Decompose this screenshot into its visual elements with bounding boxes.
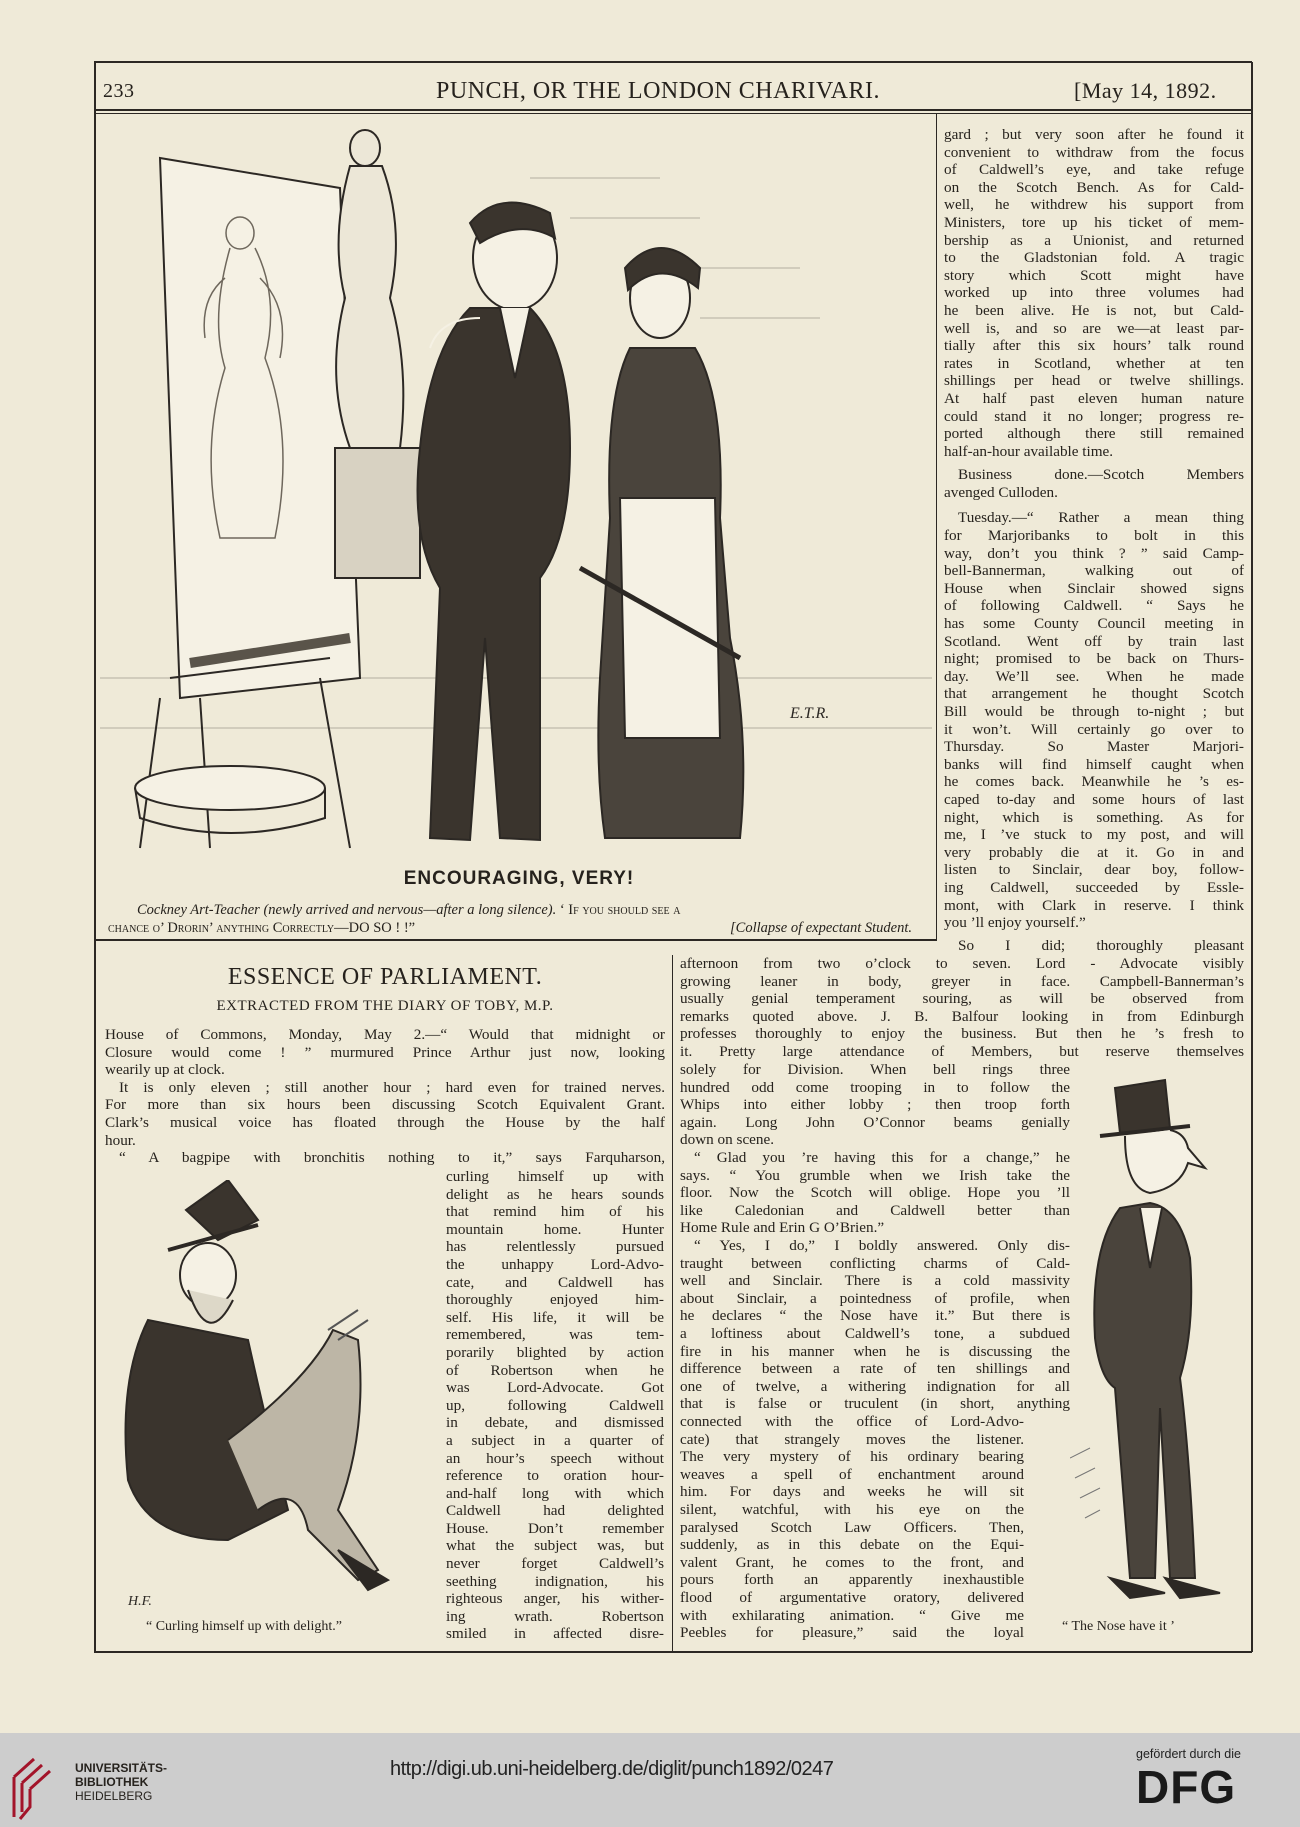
cartoon-caption-line1: [137, 901, 680, 919]
text-line: Whips into either lobby ; then troop forth: [680, 1096, 1070, 1114]
text-line: a subject in a quarter of: [446, 1431, 664, 1449]
text-line: him. For days and weeks he will sit: [680, 1483, 1024, 1501]
text-line: difference between a rate of ten shillings and: [680, 1360, 1070, 1378]
figure-right-caption: “ The Nose have it ’: [1062, 1619, 1175, 1634]
text-line: that remind him of his: [446, 1203, 664, 1221]
text-line: about Sinclair, a pointedness of profile, when: [680, 1289, 1070, 1307]
text-line: Ministers, tore up his ticket of mem-: [944, 213, 1244, 231]
text-line: smiled in affected disre-: [446, 1625, 664, 1643]
text-line: righteous anger, his wither-: [446, 1590, 664, 1608]
text-line: ported although there still remained: [944, 425, 1244, 443]
digitization-footer: [0, 1733, 1300, 1827]
frame-left: [94, 62, 96, 1652]
text-line: remarks quoted above. J. B. Balfour looking in from Edinburgh: [680, 1007, 1244, 1025]
cartoon-illustration: [100, 118, 932, 860]
text-line: of Robertson when he: [446, 1361, 664, 1379]
text-line: with exhilarating animation. “ Give me: [680, 1606, 1024, 1624]
text-line: delight as he hears sounds: [446, 1185, 664, 1203]
text-line: well, he withdrew his support from: [944, 196, 1244, 214]
text-line: curling himself up with: [446, 1168, 664, 1185]
left-column-narrow: [446, 1168, 664, 1643]
text-line: cate) that strangely moves the listener.: [680, 1430, 1024, 1448]
frame-right: [1251, 62, 1253, 1652]
dfg-logo: DFG: [1136, 1761, 1237, 1813]
text-line: me, I ’ve stuck to my post, and will: [944, 826, 1244, 844]
text-line: that arrangement he thought Scotch: [944, 685, 1244, 703]
text-line: a loftiness about Caldwell’s tone, a subdued: [680, 1324, 1070, 1342]
text-line: It is only eleven ; still another hour ; hard even for trained nerves.: [119, 1078, 665, 1096]
caption-aside-text: [Collapse of expectant Student.: [730, 920, 913, 936]
text-line: ing Caldwell, succeeded by Essle-: [944, 878, 1244, 896]
text-line: Peebles for pleasure,” said the loyal: [680, 1624, 1024, 1642]
text-line: House when Sinclair showed signs: [944, 579, 1244, 597]
text-line: seething indignation, his: [446, 1572, 664, 1590]
right-column-divider: [936, 114, 937, 940]
text-line: worked up into three volumes had: [944, 284, 1244, 302]
text-line: that is false or truculent (in short, anything: [680, 1395, 1070, 1413]
text-line: story which Scott might have: [944, 266, 1244, 284]
text-line: what the subject was, but: [446, 1537, 664, 1555]
text-line: an hour’s speech without: [446, 1449, 664, 1467]
article-title: ESSENCE OF PARLIAMENT.: [227, 964, 543, 990]
text-line: For more than six hours been discussing Scotch Equivalent Grant.: [105, 1096, 665, 1114]
text-line: cate, and Caldwell has: [446, 1273, 664, 1291]
text-line: he comes back. Meanwhile he ’s es-: [944, 773, 1244, 791]
text-line: House of Commons, Monday, May 2.—“ Would that midnight or: [105, 1026, 665, 1043]
text-line: afternoon from two o’clock to seven. Lord - Advocate visibly: [680, 955, 1244, 972]
library-line1: UNIVERSITÄTS-: [75, 1761, 168, 1775]
student-figure: [580, 248, 743, 838]
text-line: reference to oration hour-: [446, 1467, 664, 1485]
text-line: says. “ You grumble when we Irish take the: [680, 1166, 1070, 1184]
text-line: solely for Division. When bell rings three: [680, 1061, 1070, 1078]
text-line: could stand it no longer; progress re-: [944, 407, 1244, 425]
text-line: mountain home. Hunter: [446, 1220, 664, 1238]
middle-column-narrow: [680, 1413, 1024, 1642]
paragraph-business-done: [944, 466, 1244, 501]
text-line: weaves a spell of enchantment around: [680, 1465, 1024, 1483]
text-line: Bill would be through to-night ; but: [944, 703, 1244, 720]
text-line: Caldwell had delighted: [446, 1502, 664, 1520]
text-line: usually genial temperament souring, as will be observed from: [680, 990, 1244, 1008]
text-line: Business done.—Scotch Members: [958, 466, 1244, 484]
source-url-link[interactable]: http://digi.ub.uni-heidelberg.de/diglit/punch1892/0247: [390, 1758, 834, 1780]
text-line: to the Gladstonian fold. A tragic: [944, 249, 1244, 267]
text-line: in debate, and dismissed: [446, 1414, 664, 1432]
mid-full-lines: [680, 955, 1244, 1061]
text-line: was Lord-Advocate. Got: [446, 1379, 664, 1397]
text-line: growing leaner in body, greyer in face. Campbell-Bannerman’s: [680, 972, 1244, 990]
caption-direction: (newly arrived and nervous—after a long silence).: [263, 902, 557, 918]
article-subtitle: EXTRACTED FROM THE DIARY OF TOBY, M.P.: [216, 998, 554, 1014]
left-full-lines: [105, 1026, 665, 1167]
text-line: like Caledonian and Caldwell better than: [680, 1201, 1070, 1219]
text-line: and-half long with which: [446, 1484, 664, 1502]
text-line: wearily up at clock.: [105, 1061, 225, 1079]
middle-column-wide: [680, 1061, 1070, 1413]
text-line: tially after this six hours’ talk round: [944, 337, 1244, 355]
text-line: down on scene.: [680, 1131, 775, 1149]
text-line: way, don’t you think ? ” said Camp-: [944, 544, 1244, 562]
stool: [135, 766, 325, 833]
text-line: suddenly, as in this debate on the Equi-: [680, 1536, 1024, 1554]
text-line: Thursday. So Master Marjori-: [944, 738, 1244, 756]
sponsor-label: gefördert durch die: [1136, 1747, 1241, 1761]
text-line: remembered, was tem-: [446, 1326, 664, 1344]
library-line3: HEIDELBERG: [75, 1789, 153, 1803]
text-line: very probably die at it. Go in and: [944, 843, 1244, 861]
text-line: bell-Bannerman, walking out of: [944, 562, 1244, 580]
text-line: pours forth an apparently inexhaustible: [680, 1571, 1024, 1589]
text-line: valent Grant, he comes to the front, and: [680, 1553, 1024, 1571]
text-line: Clark’s musical voice has floated through the House by the half: [105, 1113, 665, 1131]
left-column-full: [105, 1026, 665, 1167]
middle-column-full: [680, 955, 1244, 1061]
text-line: porarily blighted by action: [446, 1343, 664, 1361]
figure-left-monogram: H.F.: [128, 1594, 152, 1609]
text-line: hour.: [105, 1131, 136, 1149]
teacher-figure: [418, 203, 571, 840]
text-line: one of twelve, a withering indignation for all: [680, 1377, 1070, 1395]
text-line: listen to Sinclair, dear boy, follow-: [944, 861, 1244, 879]
text-line: bership as a Unionist, and returned: [944, 231, 1244, 249]
text-line: for Marjoribanks to bolt in this: [944, 527, 1244, 545]
middle-column-divider: [672, 955, 673, 1652]
text-line: well and Sinclair. There is a cold massivity: [680, 1272, 1070, 1290]
right-column: [944, 126, 1244, 932]
text-line: again. Long John O’Connor beams genially: [680, 1113, 1070, 1131]
text-line: professes thoroughly to enjoy the business. But then he ’s fresh to: [680, 1025, 1244, 1043]
text-line: silent, watchful, with his eye on the: [680, 1500, 1024, 1518]
header-rule-2: [94, 113, 1252, 114]
text-line: House. Don’t remember: [446, 1519, 664, 1537]
issue-date: [May 14, 1892.: [1074, 78, 1217, 103]
top-rule: [94, 61, 1252, 63]
text-line: caped to-day and some hours of last: [944, 790, 1244, 808]
text-line: “ Glad you ’re having this for a change,” he: [694, 1148, 1070, 1166]
text-line: traught between conflicting charms of Cald-: [680, 1254, 1070, 1272]
text-line: of following Caldwell. “ Says he: [944, 597, 1244, 615]
mid-wide-lines: [680, 1061, 1070, 1413]
text-line: fire in his manner when he is discussing the: [680, 1342, 1070, 1360]
text-line: day. We’ll see. When he made: [944, 667, 1244, 685]
text-line: “ A bagpipe with bronchitis nothing to it,” says Farquharson,: [119, 1149, 665, 1167]
text-line: ing wrath. Robertson: [446, 1607, 664, 1625]
text-line: avenged Culloden.: [944, 483, 1058, 501]
text-line: “ Yes, I do,” I boldly answered. Only dis-: [694, 1236, 1070, 1254]
sinclair-illustration: [1070, 1078, 1245, 1608]
text-line: flood of argumentative oratory, delivered: [680, 1588, 1024, 1606]
caption-quote-end: chance o’ Drorin’ anything Correctly—DO SO ! !”: [108, 920, 416, 936]
text-line: floor. Now the Scotch will oblige. Hope you ’ll: [680, 1184, 1070, 1202]
text-line: night, which is something. As for: [944, 808, 1244, 826]
publication-title: PUNCH, OR THE LONDON CHARIVARI.: [436, 78, 880, 104]
caption-quote-start: ‘ If you should see a: [559, 902, 681, 918]
text-line: thoroughly enjoyed him-: [446, 1291, 664, 1309]
farquharson-illustration: [108, 1180, 438, 1615]
artist-monogram: E.T.R.: [790, 705, 830, 722]
text-line: he been alive. He is not, but Cald-: [944, 301, 1244, 319]
text-line: banks will find himself caught when: [944, 755, 1244, 773]
text-line: gard ; but very soon after he found it: [944, 126, 1244, 143]
text-line: half-an-hour available time.: [944, 442, 1114, 460]
text-line: The very mystery of his ordinary bearing: [680, 1448, 1024, 1466]
text-line: Closure would come ! ” murmured Prince Arthur just now, looking: [105, 1043, 665, 1061]
cartoon-title: ENCOURAGING, VERY!: [403, 868, 635, 889]
text-line: Home Rule and Erin G O’Brien.”: [680, 1219, 885, 1237]
text-line: hundred odd come trooping in to follow the: [680, 1078, 1070, 1096]
text-line: Tuesday.—“ Rather a mean thing: [958, 509, 1244, 527]
text-line: never forget Caldwell’s: [446, 1555, 664, 1573]
mid-narrow-lines: [680, 1413, 1024, 1642]
library-logo-icon: [12, 1757, 64, 1821]
easel: [140, 158, 360, 848]
caption-aside: [730, 919, 912, 937]
header-rule: [94, 109, 1252, 111]
library-name: [75, 1761, 167, 1803]
right-column-continuation: [944, 937, 1244, 955]
caption-rule: [95, 939, 937, 941]
text-line: connected with the office of Lord-Advo-: [680, 1413, 1024, 1430]
text-line: At half past eleven human nature: [944, 389, 1244, 407]
paragraph-tuesday: [944, 509, 1244, 931]
text-line: well is, and so are we—at least par-: [944, 319, 1244, 337]
figure-left-caption: “ Curling himself up with delight.”: [146, 1619, 342, 1634]
text-line: self. His life, it will be: [446, 1308, 664, 1326]
text-line: shillings per head or twelve shillings.: [944, 372, 1244, 390]
library-line2: BIBLIOTHEK: [75, 1775, 149, 1789]
text-line: convenient to withdraw from the focus: [944, 143, 1244, 161]
text-line: it. Pretty large attendance of Members, but reserve themselves: [680, 1042, 1244, 1060]
text-line: So I did; thoroughly pleasant: [958, 937, 1244, 954]
page-number: 233: [103, 80, 135, 102]
bottom-rule: [94, 1651, 1252, 1653]
paragraph-scotch-bench: [944, 126, 1244, 460]
text-line: has relentlessly pursued: [446, 1238, 664, 1256]
text-line: the unhappy Lord-Advo-: [446, 1255, 664, 1273]
text-line: up, following Caldwell: [446, 1396, 664, 1414]
text-line: rates in Scotland, whether at ten: [944, 354, 1244, 372]
text-line: Scotland. Went off by train last: [944, 632, 1244, 650]
text-line: paralysed Scotch Law Officers. Then,: [680, 1518, 1024, 1536]
text-line: it won’t. Will certainly go over to: [944, 720, 1244, 738]
left-narrow-lines: [446, 1168, 664, 1643]
text-line: you ’ll enjoy yourself.”: [944, 914, 1086, 932]
venus-statue: [335, 130, 420, 578]
text-line: on the Scotch Bench. As for Cald-: [944, 178, 1244, 196]
text-line: has some County Council meeting in: [944, 615, 1244, 633]
text-line: he declares “ the Nose have it.” But there is: [680, 1307, 1070, 1325]
text-line: of Caldwell’s eye, and take refuge: [944, 161, 1244, 179]
caption-speaker: Cockney Art-Teacher: [137, 902, 260, 918]
paragraph-so-i-did: [944, 937, 1244, 955]
text-line: night; promised to be back on Thurs-: [944, 650, 1244, 668]
text-line: mont, with Clark in reserve. I think: [944, 896, 1244, 914]
